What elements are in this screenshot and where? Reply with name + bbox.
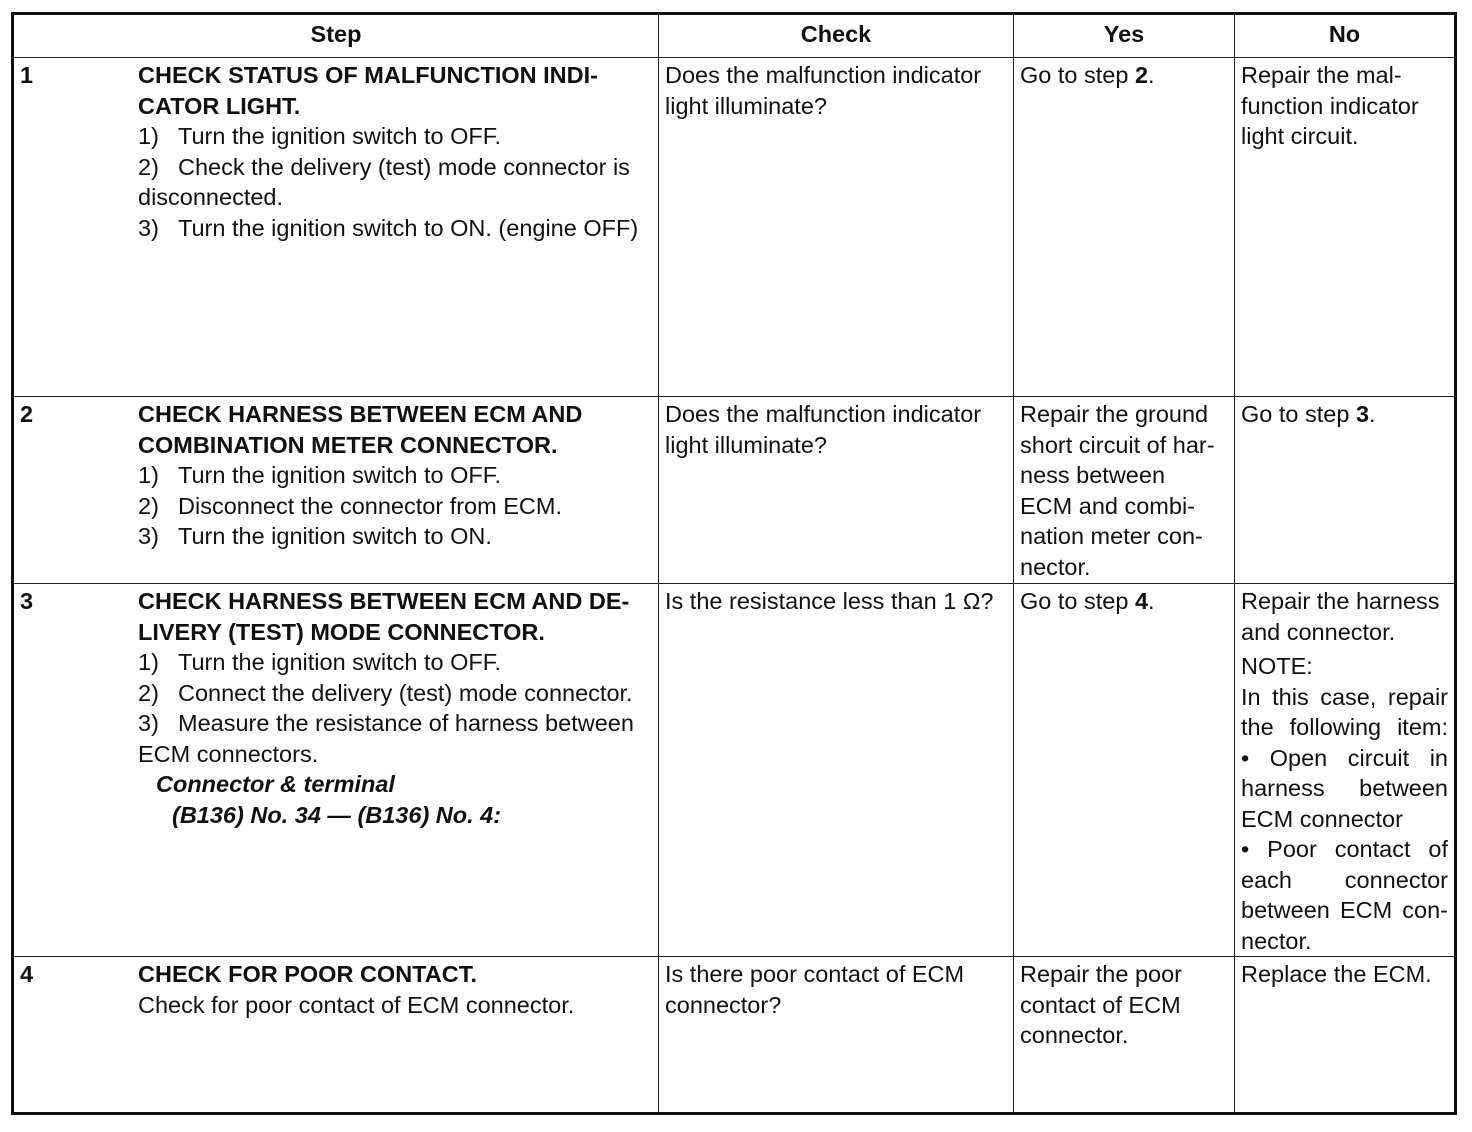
step-number: 1 <box>20 62 34 88</box>
check-cell: Does the malfunction indicator light illuminate? <box>659 58 1014 397</box>
step-cell <box>13 957 659 1114</box>
yes-cell: Go to step 4. <box>1014 584 1235 957</box>
no-cell: Repair the harness and connector. NOTE: In this case, repair the following item: • Open circuit in harness between ECM connector • Poor contact of each connector between ECM con- nector. <box>1235 584 1456 957</box>
table-row <box>13 58 1456 397</box>
check-cell: Is there poor contact of ECM connector? <box>659 957 1014 1114</box>
step-instruction: 3) Measure the resistance of harness between <box>138 710 634 736</box>
step-title: CHECK STATUS OF MALFUNCTION INDI- CATOR LIGHT. <box>138 62 598 119</box>
step-instruction: 3) Turn the ignition switch to ON. <box>138 523 492 549</box>
check-cell: Is the resistance less than 1 Ω? <box>659 584 1014 957</box>
yes-cell: Go to step 2. <box>1014 58 1235 397</box>
check-cell: Does the malfunction indicator light illuminate? <box>659 397 1014 584</box>
step-reference: 3 <box>1355 401 1370 427</box>
step-number: 2 <box>20 401 34 427</box>
step-title: CHECK HARNESS BETWEEN ECM AND COMBINATION METER CONNECTOR. <box>138 401 583 458</box>
step-instruction: 1) Turn the ignition switch to OFF. <box>138 123 502 149</box>
step-instruction: 1) Turn the ignition switch to OFF. <box>138 462 502 488</box>
step-instruction-cont: ECM connectors. <box>138 740 319 767</box>
step-title: CHECK HARNESS BETWEEN ECM AND DE- LIVERY (TEST) MODE CONNECTOR. <box>138 588 630 645</box>
diagnostic-table <box>11 12 1457 1115</box>
no-cell: Replace the ECM. <box>1235 957 1456 1114</box>
step-instruction: 2) Connect the delivery (test) mode connector. <box>138 679 633 706</box>
header-step: Step <box>13 14 659 58</box>
step-instruction: 3) Turn the ignition switch to ON. (engine OFF) <box>138 214 639 241</box>
yes-cell: Repair the poor contact of ECM connector. <box>1014 957 1235 1114</box>
connector-spec-label: Connector & terminal <box>156 771 395 797</box>
step-title: CHECK FOR POOR CONTACT. <box>138 961 478 987</box>
no-cell: Repair the mal- function indicator light circuit. <box>1235 58 1456 397</box>
step-cell <box>13 58 659 397</box>
step-instruction: 2) Disconnect the connector from ECM. <box>138 492 562 519</box>
connector-spec-value: (B136) No. 34 — (B136) No. 4: <box>172 801 502 828</box>
no-cell: Go to step 3. <box>1235 397 1456 584</box>
header-yes: Yes <box>1014 14 1235 58</box>
step-instruction: Check for poor contact of ECM connector. <box>138 991 575 1018</box>
step-reference: 2 <box>1134 62 1149 88</box>
step-instruction: 2) Check the delivery (test) mode connector is <box>138 153 630 180</box>
step-cell <box>13 584 659 957</box>
step-number: 4 <box>20 961 34 987</box>
note-label: NOTE: <box>1241 653 1313 679</box>
table-row <box>13 397 1456 584</box>
step-instruction: 1) Turn the ignition switch to OFF. <box>138 649 502 675</box>
header-no: No <box>1235 14 1456 58</box>
step-cell <box>13 397 659 584</box>
step-instruction-cont: disconnected. <box>138 184 284 210</box>
table-header-row <box>13 14 1456 58</box>
yes-cell: Repair the ground short circuit of har- ness between ECM and combi- nation meter con- nector. <box>1014 397 1235 584</box>
step-reference: 4 <box>1134 588 1149 614</box>
table-row <box>13 584 1456 957</box>
header-check: Check <box>659 14 1014 58</box>
table-row <box>13 957 1456 1114</box>
step-number: 3 <box>20 588 34 614</box>
